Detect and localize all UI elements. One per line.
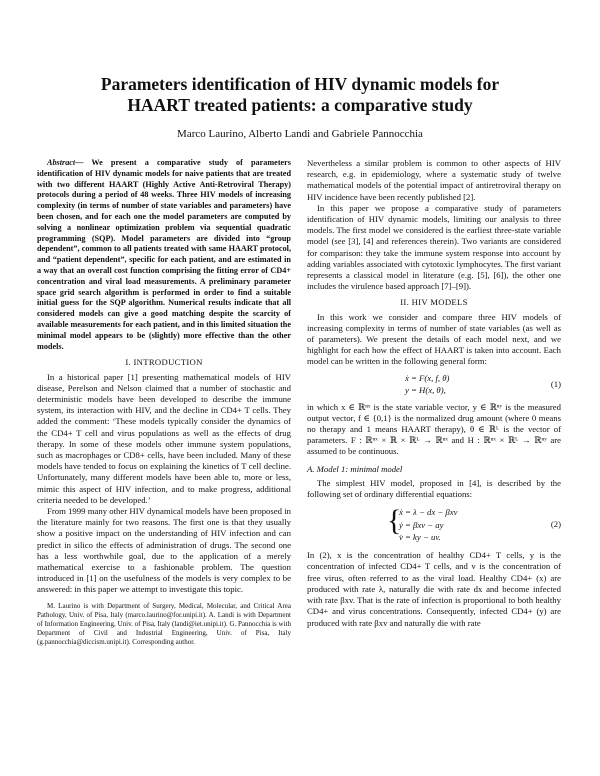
title-line-1: Parameters identification of HIV dynamic models for bbox=[100, 74, 500, 94]
paper-title bbox=[40, 74, 560, 116]
equation-2-line-1: ẋ = λ − dx − βxv bbox=[399, 507, 458, 518]
model-1-paragraph-2: In (2), x is the concentration of healthy CD4+ T cells, y is the concentration of infected CD4+ T cells, and v is the concentration of free virus, often referred to as the viral load. Healthy CD4+ (x) are produced with rate λ, naturally die with rate dx and become infected with rate βxv. That is the rate of infection is proportional to both healthy CD4+ and virus concentrations. Consequently, infected CD4+ (y) are produced with rate βxv and naturally die with rate bbox=[307, 550, 561, 628]
models-paragraph-2: in which x ∈ ℝⁿˣ is the state variable vector, y ∈ ℝⁿʸ is the measured output vector, f ∈ {0,1} is the normalized drug amount (where 0 means no therapy and 1 means HAART therapy), θ ∈ ℝᴸ is the vector of parameters. F : ℝⁿˣ × ℝ × ℝᴸ → ℝⁿˣ and H : ℝⁿˣ × ℝᴸ → ℝⁿʸ are assumed to be continuous. bbox=[307, 401, 561, 457]
section-heading-introduction: I. INTRODUCTION bbox=[125, 357, 203, 368]
equation-2-line-2: ẏ = βxv − ay bbox=[399, 519, 444, 530]
abstract-text: — We present a comparative study of parameters identification of HIV dynamic models for naive patients that are treated with two different HAART (Highly Active Anti-Retroviral Therapy) protocols during a period of 48 weeks. Three HIV models of increasing complexity (in terms of number of state variables and parameters) have been chosen, and for each one the model parameters are computed by solving a nonlinear optimization problem via sequential quadratic programming (SQP). Model parameters are divided into “group dependent”, common to all patients treated with same HAART protocol, and “patient dependent”, specific for each patient, and are estimated in a way that an overall cost function comprising the fitting error of CD4+ concentration and viral load measurements. A preliminary parameter space grid search algorithm is performed in order to find a suitable initial guess for the SQP algorithm. Numerical results indicate that all considered models can give a good matching despite the scarcity of available measurements for each patient, and in this limited situation the minimal model appears to be (slightly) more effective than the other models. bbox=[37, 158, 291, 351]
title-line-2: HAART treated patients: a comparative study bbox=[127, 95, 473, 115]
abstract-label: Abstract bbox=[47, 158, 76, 167]
models-paragraph-1: In this work we consider and compare three HIV models of increasing complexity in terms of number of state variables (as well as of parameters). We present the details of each model next, and we highlight for each how the effect of HAART is taken into account. Each model can be written in the following general form: bbox=[307, 311, 561, 367]
equation-2-number: (2) bbox=[550, 519, 561, 530]
subsection-heading-model-1: A. Model 1: minimal model bbox=[307, 463, 403, 474]
authors: Marco Laurino, Alberto Landi and Gabriele Pannocchia bbox=[177, 128, 423, 140]
intro-paragraph-2: From 1999 many other HIV dynamical models have been proposed in the literature mainly for two reasons. The first one is that they usually show a positive impact on the understanding of HIV infection and can predict in silico the effects of administration of drugs. The second one has a less worthwhile goal, due to the application of a merely mathematical exercise to a fashionable problem. The question introduced in [1] on the usefulness of the models is very complex to be answered: in this paper we attempt to investigate this topic. bbox=[37, 505, 291, 595]
intro-paragraph-1: In a historical paper [1] presenting mathematical models of HIV disease, Perelson and Nelson claimed that a number of stochastic and deterministic models have been developed to describe the immune system, its interaction with HIV, and the decline in CD4+ T cells. They added the comment: ‘These models typically consider the dynamics of the CD4+ T cell and virus populations as well as the effects of drug therapy. In some of these models other immune system populations, such as macrophages or CD8+ cells, have been included. Many of these models have tended to focus on explaining the kinetics of T cell decline. Unfortunately, many different models have been able to, more or less, mimic this aspect of HIV infection, and to make progress, additional criteria needed to be developed.’ bbox=[37, 371, 291, 505]
equation-1-line-2: y = H(x, θ), bbox=[405, 384, 446, 395]
right-column bbox=[307, 158, 561, 629]
equation-2-line-3: v̇ = ky − uv. bbox=[399, 532, 441, 543]
right-paragraph-1: Nevertheless a similar problem is common to other aspects of HIV research, e.g. in epidemiology, where a systematic study of twelve mathematical models of the potential impact of antiretroviral therapy on HIV incidence have been recently published [2]. bbox=[307, 158, 561, 202]
equation-1-line-1: ẋ = F(x, f, θ) bbox=[405, 372, 450, 383]
abstract bbox=[37, 158, 291, 352]
footnote-text: M. Laurino is with Department of Surgery, Medical, Molecular, and Critical Area Pathology, Univ. of Pisa, Italy (marco.laurino@for.unipi.it). A. Landi is with Department of Information Engineering, Univ. of Pisa, Italy (landi@iet.unipi.it). G. Pannocchia is with Department of Civil and Industrial Engineering, Univ. of Pisa, Italy (g.pannocchia@diccism.unipi.it). Corresponding author. bbox=[37, 601, 291, 646]
model-1-paragraph-1: The simplest HIV model, proposed in [4], is described by the following set of ordinary differential equations: bbox=[307, 477, 561, 500]
equation-1-number: (1) bbox=[550, 378, 561, 389]
equation-brace: { bbox=[387, 504, 402, 538]
equation-1 bbox=[307, 372, 561, 398]
author-footnote bbox=[37, 602, 291, 647]
left-column bbox=[37, 158, 291, 647]
right-paragraph-2: In this paper we propose a comparative study of parameters identification of HIV dynamic models, limiting our analysis to three models. The first model we considered is the earliest three-state variable model (see [3], [4] and references therein). Two variants are considered for comparison: they take the immune system response into account by adding variables associated with cytotoxic lymphocytes. The first variant represents a classical model in literature (e.g. [5], [6]), the other one includes the virulence based approach [7]–[9]). bbox=[307, 202, 561, 292]
section-heading-hiv-models: II. HIV MODELS bbox=[400, 297, 468, 308]
equation-2 bbox=[307, 505, 561, 545]
